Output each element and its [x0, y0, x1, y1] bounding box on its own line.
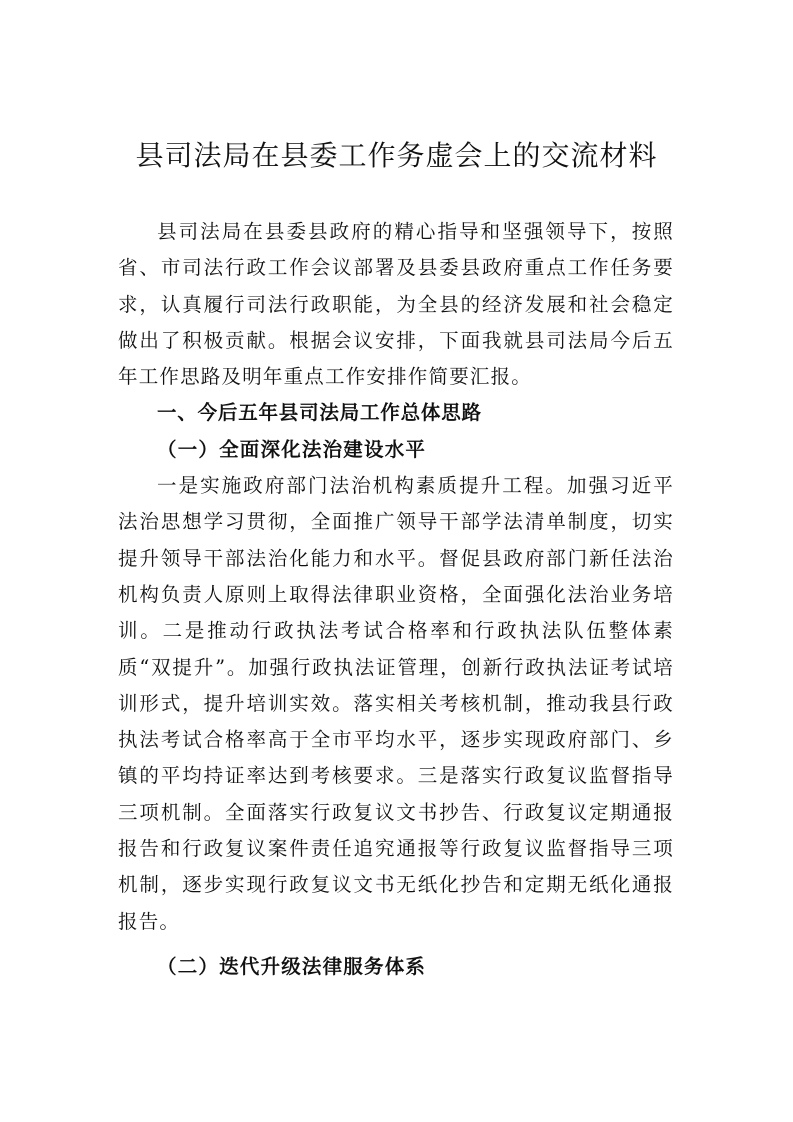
- document-body: [118, 214, 674, 985]
- subsection-heading-1: （一）全面深化法治建设水平: [157, 437, 427, 461]
- section-heading-1: 一、今后五年县司法局工作总体思路: [157, 401, 482, 425]
- document-title: 县司法局在县委工作务虚会上的交流材料: [135, 139, 658, 172]
- intro-paragraph: 县司法局在县委县政府的精心指导和坚强领导下，按照省、市司法行政工作会议部署及县委县政府重点工作任务要求，认真履行司法行政职能，为全县的经济发展和社会稳定做出了积极贡献。根据会议安排，下面我就县司法局今后五年工作思路及明年重点工作安排作简要汇报。: [118, 220, 674, 389]
- subsection-heading-2: （二）迭代升级法律服务体系: [157, 954, 427, 978]
- subsection-1-paragraph: 一是实施政府部门法治机构素质提升工程。加强习近平法治思想学习贯彻，全面推广领导干部学法清单制度，切实提升领导干部法治化能力和水平。督促县政府部门新任法治机构负责人原则上取得法律职业资格，全面强化法治业务培训。二是推动行政执法考试合格率和行政执法队伍整体素质“双提升”。加强行政执法证管理，创新行政执法证考试培训形式，提升培训实效。落实相关考核机制，推动我县行政执法考试合格率高于全市平均水平，逐步实现政府部门、乡镇的平均持证率达到考核要求。三是落实行政复议监督指导三项机制。全面落实行政复议文书抄告、行政复议定期通报报告和行政复议案件责任追究通报等行政复议监督指导三项机制，逐步实现行政复议文书无纸化抄告和定期无纸化通报报告。: [118, 474, 674, 933]
